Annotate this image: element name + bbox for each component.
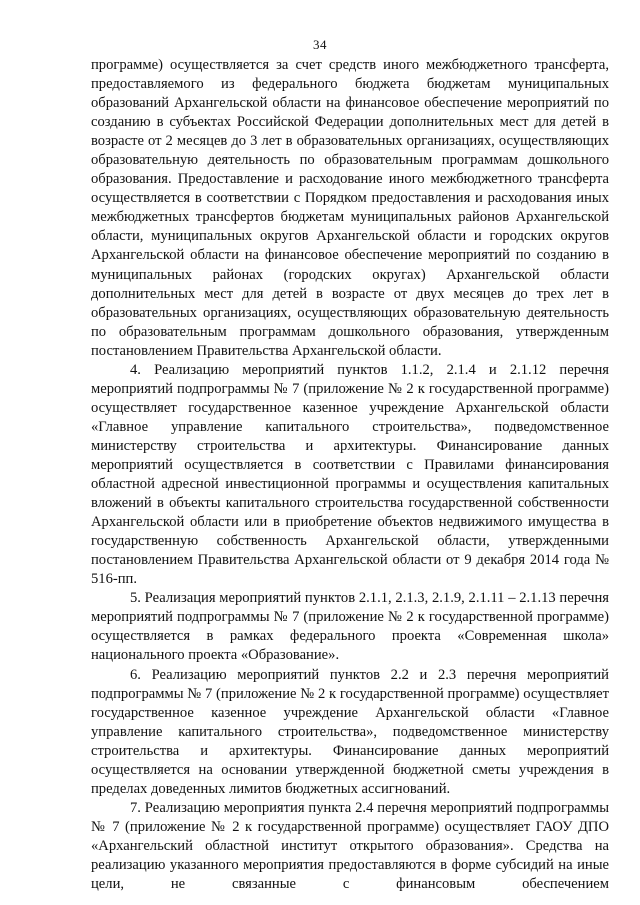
paragraph-item-5: 5. Реализация мероприятий пунктов 2.1.1, 2.1.3, 2.1.9, 2.1.11 – 2.1.13 перечня мероприятий подпрограммы № 7 (приложение № 2 к государственной программе) осуществляется в рамках федерального проекта «Современная школа» национального проекта «Образование». <box>91 590 609 664</box>
paragraph-item-4: 4. Реализацию мероприятий пунктов 1.1.2, 2.1.4 и 2.1.12 перечня мероприятий подпрограммы № 7 (приложение № 2 к государственной программе) осуществляет государственное казенное учреждение Архангельской области «Главное управление капитального строительства», подведомственное министерству строительства и архитектуры. Финансирование данных мероприятий осуществляется в соответствии с Правилами финансирования областной адресной инвестиционной программы и осуществления капитальных вложений в объекты капитального строительства государственной собственности Архангельской области или в приобретение объектов недвижимого имущества в государственную собственность Архангельской области, утвержденными постановлением Правительства Архангельской области от 9 декабря 2014 года № 516-пп. <box>91 361 609 588</box>
paragraph-item-6: 6. Реализацию мероприятий пунктов 2.2 и 2.3 перечня мероприятий подпрограммы № 7 (приложение № 2 к государственной программе) осуществляет государственное казенное учреждение Архангельской области «Главное управление капитального строительства», подведомственное министерству строительства и архитектуры. Финансирование данных мероприятий осуществляется на основании утвержденной бюджетной сметы учреждения в пределах доведенных лимитов бюджетных ассигнований. <box>91 666 609 797</box>
page-number: 34 <box>313 37 327 52</box>
paragraph-item-7: 7. Реализацию мероприятия пункта 2.4 перечня мероприятий подпрограммы № 7 (приложение № 2 к государственной программе) осуществляет ГАОУ ДПО «Архангельский областной институт открытого образования». Средства на реализацию указанного мероприятия предоставляются в форме субсидий на иные цели, не связанные с финансовым обеспечением <box>91 799 609 893</box>
paragraph-continuation: программе) осуществляется за счет средств иного межбюджетного трансферта, предоставляемого из федерального бюджета бюджетам муниципальных образований Архангельской области на финансовое обеспечение мероприятий по созданию в субъектах Российской Федерации дополнительных мест для детей в возрасте от 2 месяцев до 3 лет в образовательных организациях, осуществляющих образовательную деятельность по образовательным программам дошкольного образования. Предоставление и расходование иного межбюджетного трансферта осуществляется в соответствии с Порядком предоставления и расходования иных межбюджетных трансфертов бюджетам муниципальных районов Архангельской области, муниципальных округов Архангельской области и городских округов Архангельской области на финансовое обеспечение мероприятий по созданию в муниципальных районах (городских округах) Архангельской области дополнительных мест для детей в возрасте от двух месяцев до трех лет в образовательных организациях, осуществляющих образовательную деятельность по образовательным программам дошкольного образования, утвержденным постановлением Правительства Архангельской области. <box>91 57 609 359</box>
document-body <box>91 56 609 894</box>
